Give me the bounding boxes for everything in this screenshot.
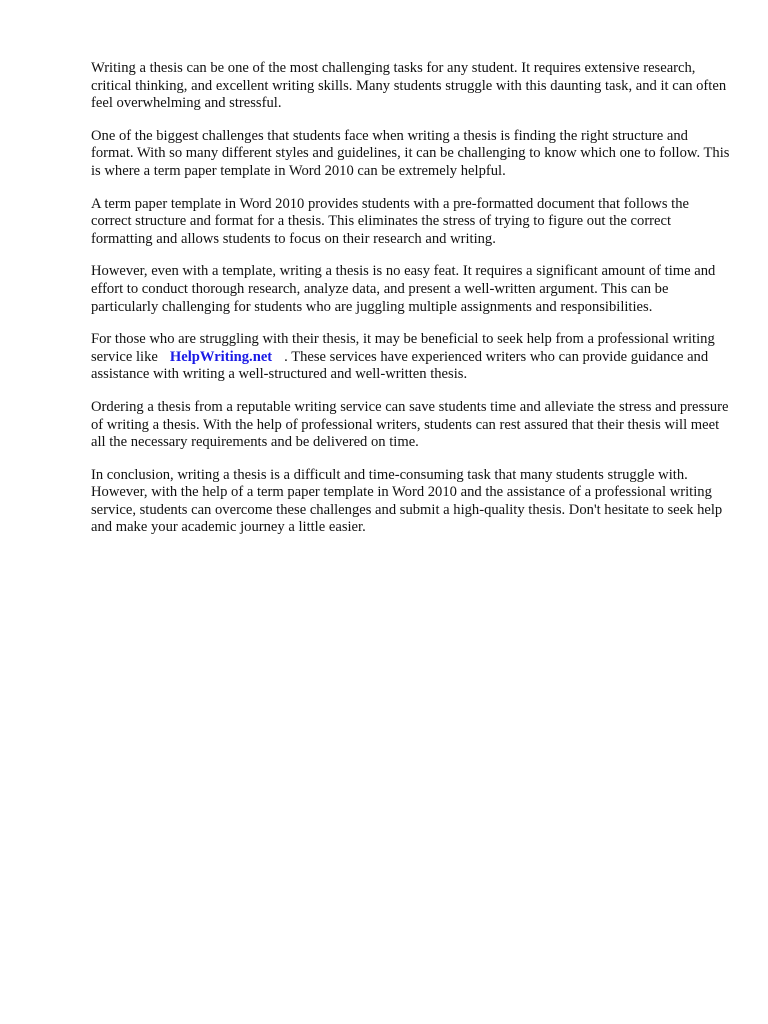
paragraph-structure: One of the biggest challenges that students face when writing a thesis is finding the right structure and format. With so many different styles and guidelines, it can be challenging to know which one to follow. This is where a term paper template in Word 2010 can be extremely helpful. xyxy=(91,127,730,179)
paragraph-ordering: Ordering a thesis from a reputable writing service can save students time and alleviate the stress and pressure of writing a thesis. With the help of professional writers, students can rest assured that their thesis will meet all the necessary requirements and be delivered on time. xyxy=(91,398,729,451)
helpwriting-link[interactable]: HelpWriting.net xyxy=(169,348,273,365)
paragraph-conclusion: In conclusion, writing a thesis is a difficult and time-consuming task that many students struggle with. However, with the help of a term paper template in Word 2010 and the assistance of a professional writing service, students can overcome these challenges and submit a high-quality thesis. Don't hesitate to seek help and make your academic journey a little easier. xyxy=(91,466,723,536)
paragraph-help-service xyxy=(91,331,731,384)
paragraph-intro: Writing a thesis can be one of the most challenging tasks for any student. It requires extensive research, critical thinking, and excellent writing skills. Many students struggle with this daunting task, and it can often feel overwhelming and stressful. xyxy=(91,60,727,112)
help-text-before: For those who are struggling with their thesis, it may be beneficial to seek help from a professional writing service like xyxy=(91,331,715,365)
paragraph-template: A term paper template in Word 2010 provides students with a pre-formatted document that follows the correct structure and format for a thesis. This eliminates the stress of trying to figure out the correct formatting and allows students to focus on their research and writing. xyxy=(91,195,689,247)
document-body xyxy=(91,60,731,552)
paragraph-difficulty: However, even with a template, writing a thesis is no easy feat. It requires a significant amount of time and effort to conduct thorough research, analyze data, and present a well-written argument. This can be particularly challenging for students who are juggling multiple assignments and responsibilities. xyxy=(91,263,716,315)
help-text-after: . These services have experienced writers who can provide guidance and assistance with writing a well-structured and well-written thesis. xyxy=(91,348,709,383)
